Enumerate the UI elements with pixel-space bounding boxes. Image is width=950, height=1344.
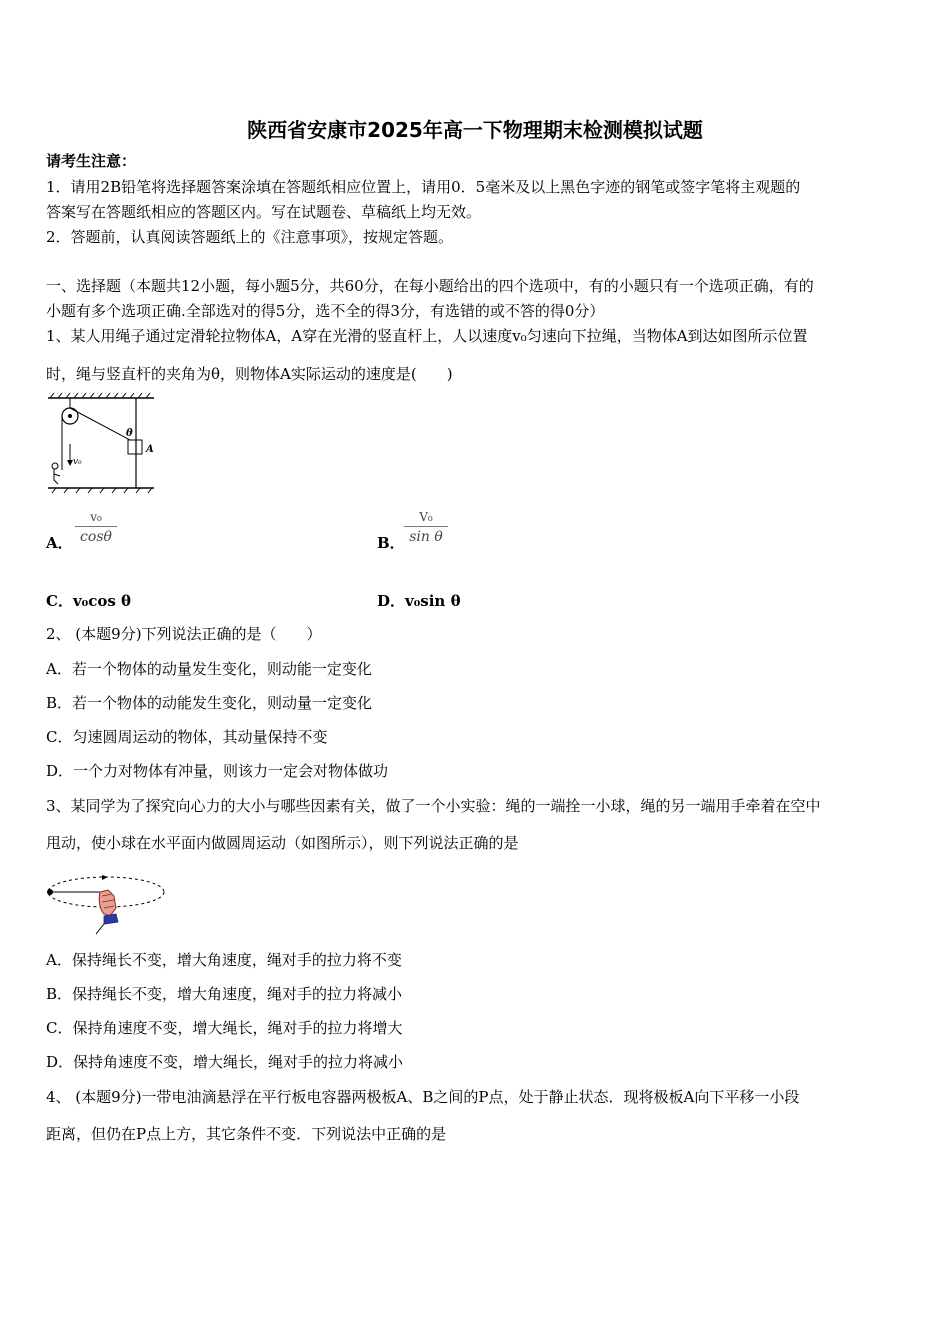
notice-item-1-line-1: 1．请用2B铅笔将选择题答案涂填在答题纸相应位置上，请用0．5毫米及以上黑色字迹的钢笔或签字笔将主观题的 xyxy=(46,178,801,196)
velocity-label: v₀ xyxy=(73,457,82,467)
question-3-line-2: 甩动，使小球在水平面内做圆周运动（如图所示），则下列说法正确的是 xyxy=(46,834,519,852)
question-2-option-b: B．若一个物体的动能发生变化，则动量一定变化 xyxy=(46,694,373,712)
option-a-label: A． xyxy=(46,534,73,552)
option-b-numerator: V₀ xyxy=(419,510,433,524)
question-1-line-1: 1、某人用绳子通过定滑轮拉物体A，A穿在光滑的竖直杆上，人以速度v₀匀速向下拉绳，当物体A到达如图所示位置 xyxy=(46,327,808,345)
question-2-option-d: D．一个力对物体有冲量，则该力一定会对物体做功 xyxy=(46,762,389,780)
question-1-line-2: 时，绳与竖直杆的夹角为θ，则物体A实际运动的速度是( ) xyxy=(46,365,453,383)
question-3-option-c: C．保持角速度不变，增大绳长，绳对手的拉力将增大 xyxy=(46,1019,403,1037)
question-2-stem: 2、 (本题9分)下列说法正确的是（ ） xyxy=(46,625,322,643)
option-c: C．v₀cos θ xyxy=(46,592,132,610)
notice-heading: 请考生注意： xyxy=(46,152,137,170)
option-b-fraction xyxy=(404,510,448,545)
question-3-option-b: B．保持绳长不变，增大角速度，绳对手的拉力将减小 xyxy=(46,985,403,1003)
option-d: D．v₀sin θ xyxy=(377,592,461,610)
question-2-option-c: C．匀速圆周运动的物体，其动量保持不变 xyxy=(46,728,328,746)
notice-item-2: 2．答题前，认真阅读答题纸上的《注意事项》，按规定答题。 xyxy=(46,228,454,246)
block-a-label: A xyxy=(146,444,154,455)
pulley-figure xyxy=(44,392,158,494)
question-2-option-a: A．若一个物体的动量发生变化，则动能一定变化 xyxy=(46,660,372,678)
question-3-option-d: D．保持角速度不变，增大绳长，绳对手的拉力将减小 xyxy=(46,1053,404,1071)
page-title: 陕西省安康市2025年高一下物理期末检测模拟试题 xyxy=(247,118,703,142)
question-4-line-2: 距离，但仍在P点上方，其它条件不变．下列说法中正确的是 xyxy=(46,1125,447,1143)
notice-item-1-line-2: 答案写在答题纸相应的答题区内。写在试题卷、草稿纸上均无效。 xyxy=(46,203,482,221)
theta-label: θ xyxy=(126,428,133,439)
option-a-numerator: v₀ xyxy=(90,510,102,524)
section-1-instructions-line-1: 一、选择题（本题共12小题，每小题5分，共60分，在每小题给出的四个选项中，有的小题只有一个选项正确，有的 xyxy=(46,277,814,295)
section-1-instructions-line-2: 小题有多个选项正确.全部选对的得5分，选不全的得3分，有选错的或不答的得0分） xyxy=(46,302,605,320)
question-3-option-a: A．保持绳长不变，增大角速度，绳对手的拉力将不变 xyxy=(46,951,402,969)
option-b-denominator: sin θ xyxy=(409,529,443,545)
question-4-line-1: 4、 (本题9分)一带电油滴悬浮在平行板电容器两极板A、B之间的P点，处于静止状态．现将极板A向下平移一小段 xyxy=(46,1088,800,1106)
option-a-denominator: cosθ xyxy=(80,529,112,545)
circular-motion-figure xyxy=(42,866,168,938)
option-b-label: B． xyxy=(377,534,405,552)
option-a-fraction xyxy=(75,510,117,545)
question-3-line-1: 3、某同学为了探究向心力的大小与哪些因素有关，做了一个小实验：绳的一端拴一小球，绳的另一端用手牵着在空中 xyxy=(46,797,821,815)
